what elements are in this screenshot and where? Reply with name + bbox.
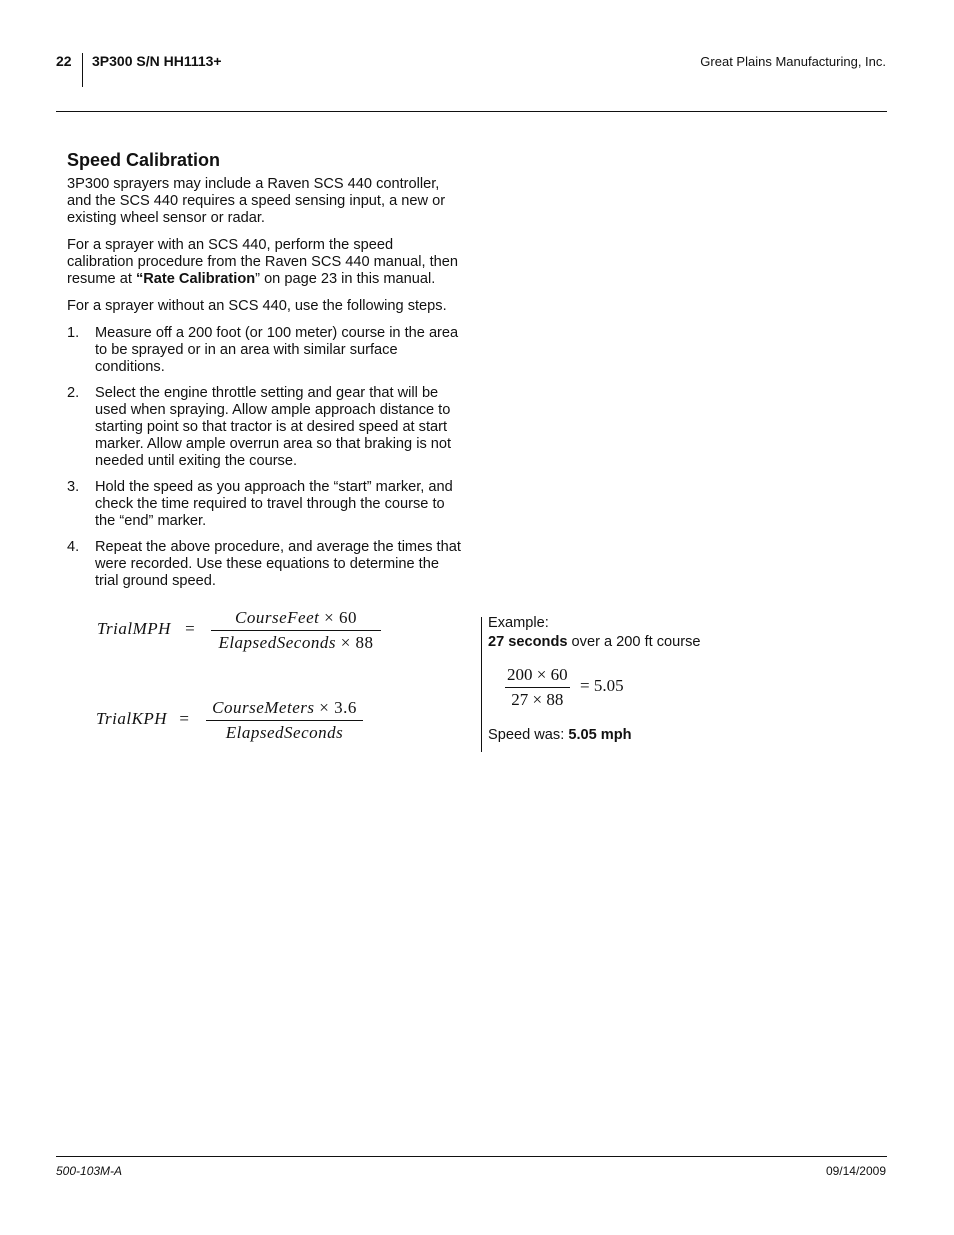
step-text: Hold the speed as you approach the “start” marker, and check the time required to travel through the course to the “end” marker. [95, 479, 453, 529]
mph-denominator-var: ElapsedSeconds [218, 633, 336, 652]
no-scs440-paragraph: For a sprayer without an SCS 440, use the following steps. [67, 298, 447, 314]
scs440-text-end: ” on page 23 in this manual. [255, 271, 436, 287]
document-date: 09/14/2009 [825, 1164, 886, 1178]
kph-numerator-var: CourseMeters [212, 698, 315, 717]
kph-equals: = [179, 709, 189, 728]
kph-lhs-label: TrialKPH [96, 709, 168, 728]
step-number: 2. [67, 385, 80, 401]
step-text: Measure off a 200 foot (or 100 meter) course in the area to be sprayed or in an area with similar surface conditions. [95, 325, 459, 375]
mph-lhs-label: TrialMPH [97, 619, 171, 638]
speed-calibration-section [67, 149, 462, 599]
mph-equals: = [185, 619, 195, 638]
example-numerator: 200 × 60 [505, 665, 570, 688]
header-divider [82, 53, 83, 87]
example-label: Example: [488, 615, 549, 631]
scs440-paragraph [67, 237, 462, 288]
intro-paragraph: 3P300 sprayers may include a Raven SCS 440 controller, and the SCS 440 requires a speed sensing input, a new or existing wheel sensor or radar. [67, 176, 446, 226]
rate-calibration-reference: “Rate Calibration [135, 271, 256, 287]
mph-equation-lhs [97, 619, 195, 639]
step-number: 4. [67, 539, 80, 555]
example-divider [481, 617, 482, 752]
header-rule [56, 111, 887, 112]
footer-rule [56, 1156, 887, 1157]
mph-numerator-op: × 60 [319, 608, 357, 627]
document-number: 500-103M-A [56, 1164, 123, 1178]
step-item [67, 539, 462, 590]
mph-numerator-var: CourseFeet [235, 608, 320, 627]
scs440-text: For a sprayer with an SCS 440, perform the speed calibration procedure from the Raven SCS 440 manual, then resume at [67, 237, 459, 287]
kph-numerator-op: × 3.6 [314, 698, 357, 717]
step-number: 3. [67, 479, 80, 495]
example-result: = 5.05 [580, 676, 624, 695]
step-item [67, 325, 462, 376]
example-speed [488, 727, 632, 743]
example-seconds: 27 seconds [488, 634, 568, 650]
example-fraction [505, 665, 570, 710]
mph-fraction [211, 608, 381, 653]
page-number: 22 [56, 53, 72, 69]
step-number: 1. [67, 325, 80, 341]
example-denominator: 27 × 88 [511, 690, 564, 709]
step-text: Select the engine throttle setting and gear that will be used when spraying. Allow ample approach distance to starting point so that tractor is at desired speed at start marker. Allow ample overrun area so that braking is not needed until exiting the course. [95, 385, 452, 469]
example-course: over a 200 ft course [567, 634, 701, 650]
kph-fraction [206, 698, 363, 743]
section-heading: Speed Calibration [67, 150, 221, 170]
mph-denominator-op: × 88 [335, 633, 374, 652]
calibration-steps [67, 325, 462, 590]
speed-label: Speed was: [488, 727, 569, 743]
company-name: Great Plains Manufacturing, Inc. [700, 54, 886, 69]
step-item [67, 385, 462, 470]
example-description [488, 634, 701, 650]
step-item [67, 479, 462, 530]
kph-equation-lhs [96, 709, 189, 729]
speed-value: 5.05 mph [568, 727, 632, 743]
document-title: 3P300 S/N HH1113+ [92, 53, 222, 69]
step-text: Repeat the above procedure, and average the times that were recorded. Use these equations to determine the trial ground speed. [95, 539, 461, 589]
kph-denominator-var: ElapsedSeconds [225, 723, 344, 742]
